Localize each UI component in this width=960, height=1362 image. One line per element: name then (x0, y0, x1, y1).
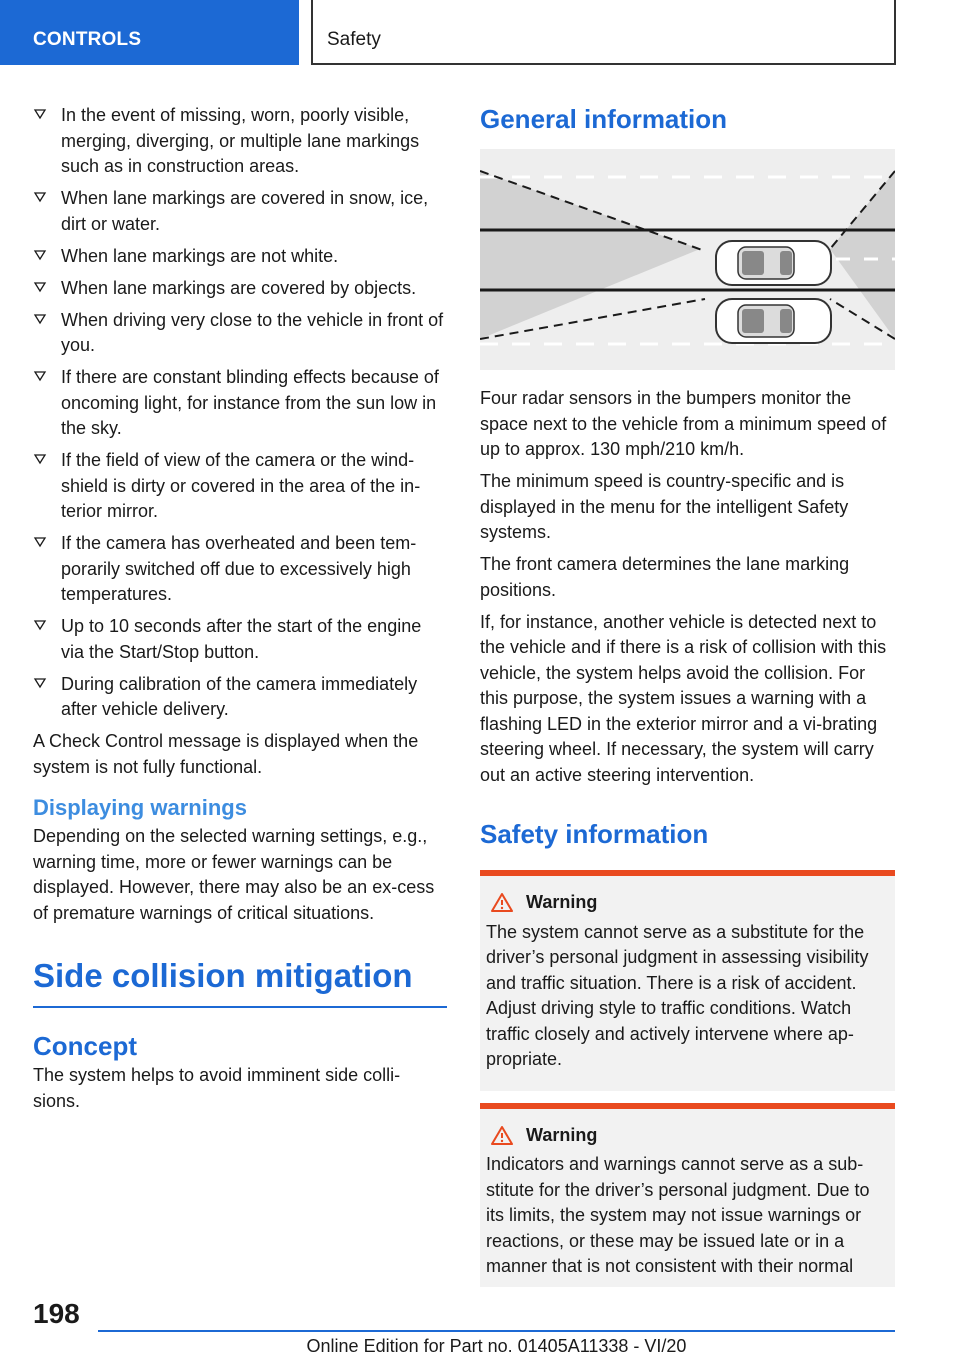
warning-title: Warning (486, 890, 889, 916)
list-item: In the event of missing, worn, poorly visible, merging, diverging, or multiple lane markings such as in construction areas. (33, 103, 447, 180)
section-label: CONTROLS (33, 29, 142, 50)
right-column (480, 103, 895, 1287)
footer-edition: Online Edition for Part no. 01405A11338 - VI/20 (306, 1336, 687, 1356)
general-paragraph: The minimum speed is country-specific and is displayed in the menu for the intelligent Safety systems. (480, 471, 849, 542)
list-item: When lane markings are covered by objects. (33, 276, 447, 302)
list-item: If the field of view of the camera or the wind‐shield is dirty or covered in the area of the in‐terior mirror. (33, 448, 447, 525)
general-paragraph: If, for instance, another vehicle is detected next to the vehicle and if there is a risk of collision with this vehicle, the system helps avoid the collision. For this purpose, the system issues a warning with a flashing LED in the exterior mirror and a vi‐brating steering wheel. If necessary, the system will carry out an active steering intervention. (480, 611, 887, 785)
section-tab (0, 0, 299, 65)
warning-text: Indicators and warnings cannot serve as a sub‐stitute for the driver’s personal judgment. Due to its limits, the system may not issue warnings or reactions, or these may be issued late or in a manner that is not consistent with their normal (486, 1154, 870, 1276)
car-icon (716, 299, 831, 343)
warning-triangle-icon (490, 1125, 514, 1146)
displaying-warnings-paragraph: Depending on the selected warning settings, e.g., warning time, more or fewer warnings can be displayed. However, there may also be an ex‐cess of premature warnings of critical situations. (33, 826, 435, 923)
list-item: When lane markings are not white. (33, 244, 447, 270)
footer-divider (98, 1330, 895, 1332)
warning-box (480, 1103, 895, 1287)
concept-heading: Concept (33, 1031, 137, 1061)
list-item: If there are constant blinding effects because of oncoming light, for instance from the sun low in the sky. (33, 365, 447, 442)
list-item: Up to 10 seconds after the start of the engine via the Start/Stop button. (33, 614, 447, 665)
safety-information-heading: Safety information (480, 819, 709, 849)
warning-title: Warning (486, 1123, 889, 1149)
lane-diagram-figure (480, 149, 895, 370)
warning-box (480, 870, 895, 1091)
concept-paragraph: The system helps to avoid imminent side colli‐sions. (33, 1065, 401, 1111)
chapter-label: Safety (327, 29, 381, 50)
main-heading: Side collision mitigation (33, 956, 447, 1008)
chapter-tab (311, 0, 896, 65)
warning-text: The system cannot serve as a substitute for the driver’s personal judgment in assessing visibility and traffic situation. There is a risk of accident. Adjust driving style to traffic conditions. Watch traffic closely and actively intervene where ap‐propriate. (486, 921, 869, 1069)
list-item: When driving very close to the vehicle in front of you. (33, 308, 447, 359)
limitations-list (33, 103, 447, 723)
page-number: 198 (33, 1298, 80, 1329)
check-control-paragraph: A Check Control message is displayed when the system is not fully functional. (33, 731, 419, 777)
car-icon (716, 241, 831, 285)
list-item: When lane markings are covered in snow, ice, dirt or water. (33, 186, 447, 237)
list-item: If the camera has overheated and been tem‐porarily switched off due to excessively high temperatures. (33, 531, 447, 608)
general-paragraph: The front camera determines the lane marking positions. (480, 554, 850, 600)
radar-coverage-illustration (480, 149, 895, 370)
general-paragraph: Four radar sensors in the bumpers monitor the space next to the vehicle from a minimum speed of up to approx. 130 mph/210 km/h. (480, 388, 887, 459)
warning-triangle-icon (490, 892, 514, 913)
displaying-warnings-heading: Displaying warnings (33, 795, 247, 820)
left-column (33, 103, 447, 1121)
list-item: During calibration of the camera immediately after vehicle delivery. (33, 672, 447, 723)
general-information-heading: General information (480, 104, 728, 134)
